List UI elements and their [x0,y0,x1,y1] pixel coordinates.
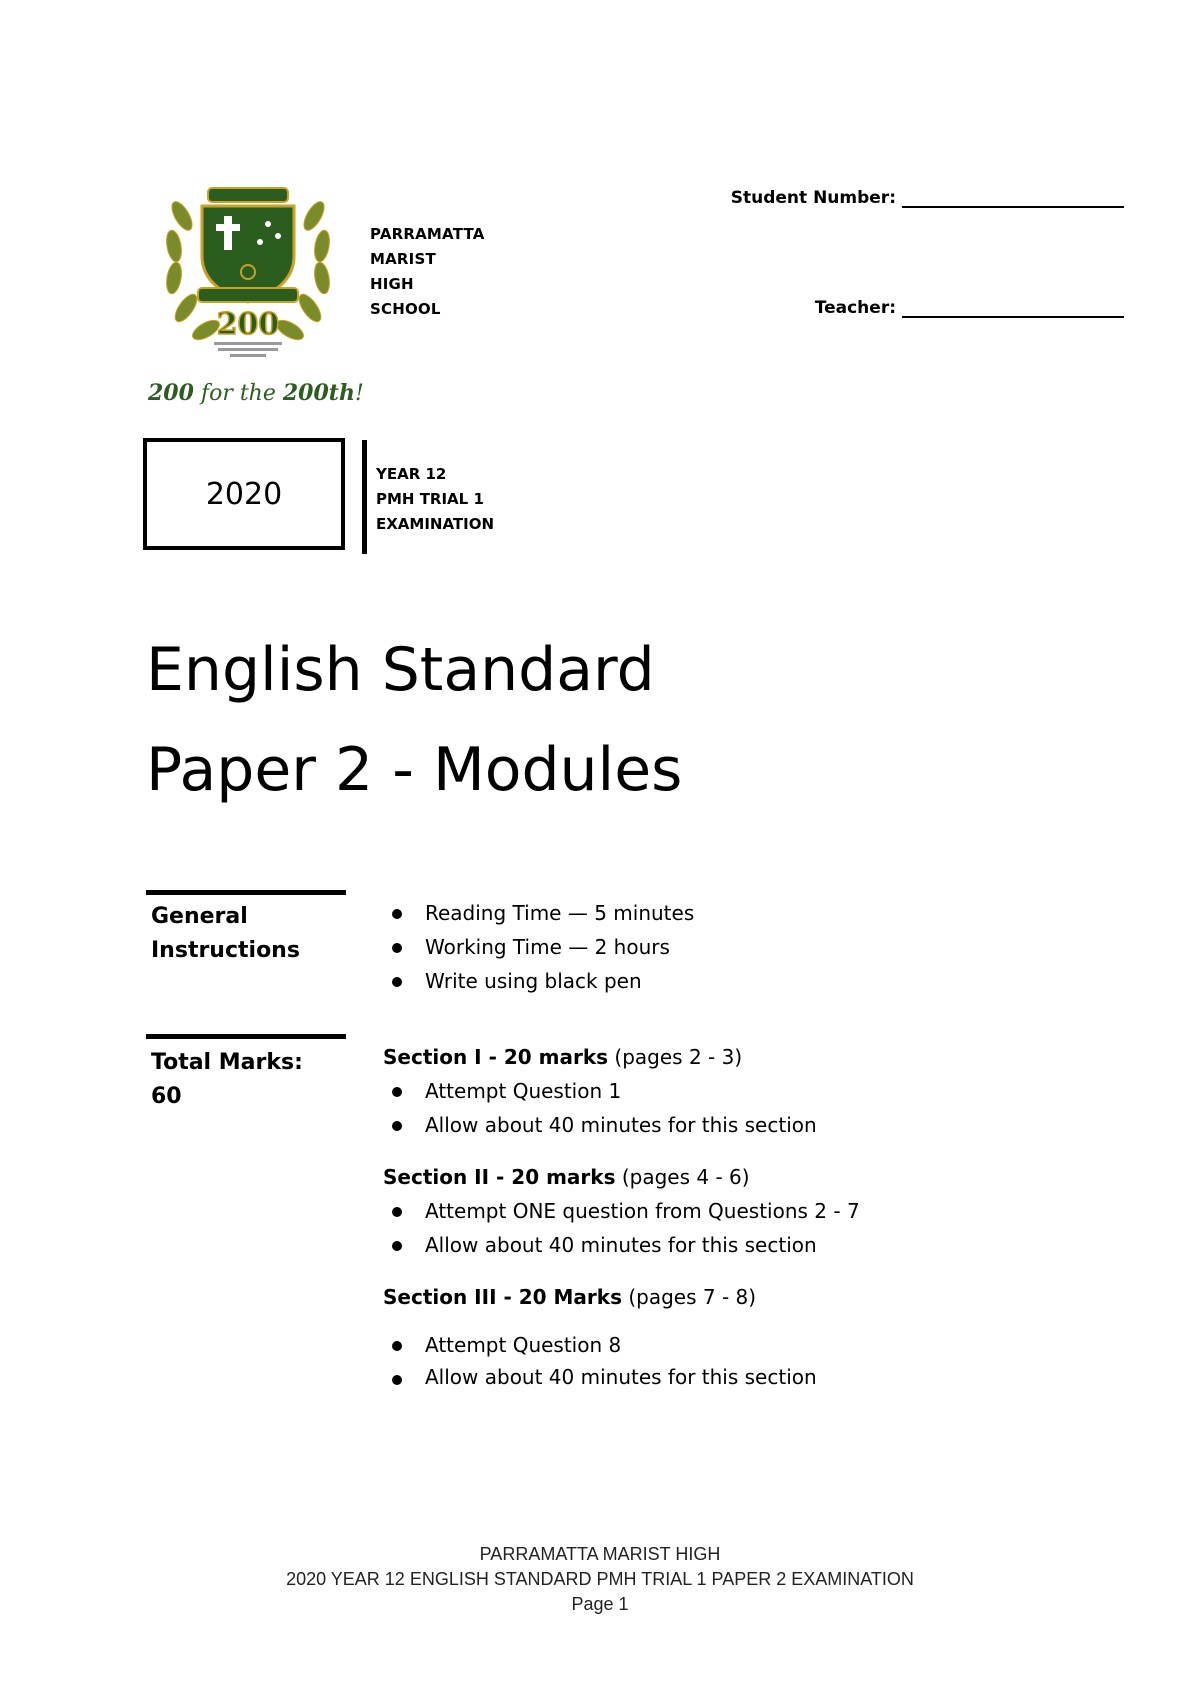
page-footer [0,1542,1200,1617]
section-heading [383,1160,860,1194]
student-number-field [731,188,1124,208]
exam-label [376,462,494,537]
exam-year-box [143,438,345,550]
crest-icon [160,176,336,364]
tagline-exclaim: ! [354,381,364,406]
page-title-paper: Paper 2 - Modules [146,735,683,805]
section-3 [383,1280,817,1392]
list-item: Reading Time — 5 minutes [383,896,694,930]
exam-label-line: PMH TRIAL 1 [376,490,484,508]
total-marks-label: Total Marks: [151,1050,303,1075]
section-heading [383,1040,817,1074]
divider-rule [146,1034,346,1039]
footer-page-number: Page 1 [571,1594,629,1614]
school-name-line: SCHOOL [370,300,441,318]
list-item: Working Time — 2 hours [383,930,694,964]
tagline-end: 200th [282,380,355,406]
tagline-number: 200 [148,380,194,406]
list-item: Allow about 40 minutes for this section [383,1108,817,1142]
crest-200-text: 200 [216,307,280,342]
heading-line: General [151,904,248,929]
general-instructions-list [383,896,694,998]
divider-rule [146,890,346,895]
list-item: Attempt Question 8 [383,1328,817,1362]
list-item: Allow about 40 minutes for this section [383,1362,817,1392]
general-instructions-heading [151,900,300,968]
section-heading [383,1280,817,1314]
exam-year: 2020 [205,476,283,512]
exam-label-line: YEAR 12 [376,465,447,483]
school-name-line: PARRAMATTA [370,225,485,243]
page-title-subject: English Standard [146,635,655,705]
tagline-middle: for the [193,381,283,406]
section-1 [383,1040,817,1142]
school-crest-logo [160,176,336,364]
vertical-divider [362,440,367,554]
school-name-line: HIGH [370,275,414,293]
teacher-field [815,298,1124,318]
list-item: Attempt ONE question from Questions 2 - 7 [383,1194,860,1228]
section-2 [383,1160,860,1262]
section-pages: (pages 7 - 8) [622,1285,757,1309]
student-number-label: Student Number: [730,188,896,208]
exam-label-line: EXAMINATION [376,515,495,533]
section-name: Section I - 20 marks [383,1045,609,1069]
list-item: Write using black pen [383,964,694,998]
school-name-line: MARIST [370,250,436,268]
section-name: Section III - 20 Marks [383,1285,622,1309]
heading-line: Instructions [151,938,300,963]
total-marks-heading [151,1046,303,1114]
teacher-label: Teacher: [814,298,896,318]
section-name: Section II - 20 marks [383,1165,616,1189]
school-tagline [148,380,364,406]
total-marks-value: 60 [151,1084,182,1109]
teacher-blank[interactable] [902,298,1124,318]
list-item: Allow about 40 minutes for this section [383,1228,860,1262]
section-pages: (pages 4 - 6) [615,1165,750,1189]
school-name [370,222,485,322]
list-item: Attempt Question 1 [383,1074,817,1108]
footer-exam: 2020 YEAR 12 ENGLISH STANDARD PMH TRIAL 1 PAPER 2 EXAMINATION [286,1569,914,1589]
footer-school: PARRAMATTA MARIST HIGH [479,1544,721,1564]
section-pages: (pages 2 - 3) [608,1045,743,1069]
student-number-blank[interactable] [902,188,1124,208]
